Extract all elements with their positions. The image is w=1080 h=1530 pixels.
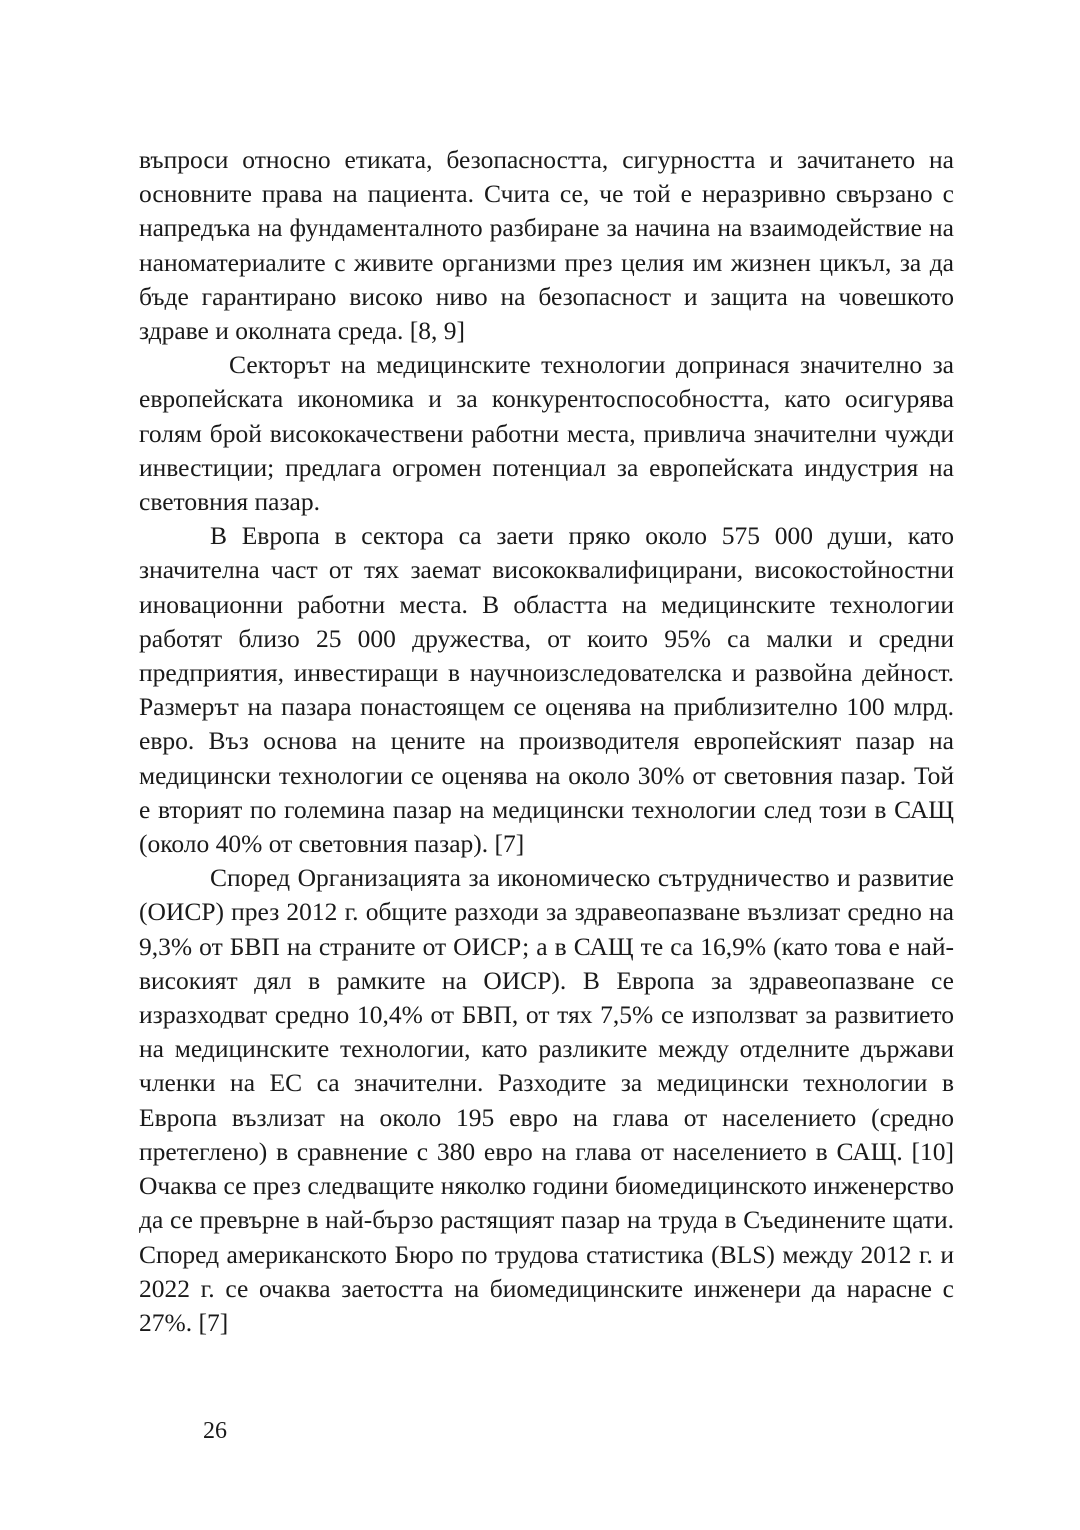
paragraph-3: В Европа в сектора са заети пряко около 575 000 души, като значителна част от тях заемат висококвалифицирани, високостойностни иновационни работни места. В областта на медицинските технологии работят близо 25 000 дружества, от които 95% са малки и средни предприятия, инвестиращи в научноизследователска и развойна дейност. Размерът на пазара понастоящем се оценява на приблизително 100 млрд. евро. Въз основа на цените на производителя европейският пазар на медицински технологии се оценява на около 30% от световния пазар. Той е вторият по големина пазар на медицински технологии след този в САЩ (около 40% от световния пазар). [7] <box>139 521 954 859</box>
page-number: 26 <box>203 1418 227 1444</box>
paragraph-1: въпроси относно етиката, безопасността, сигурността и зачитането на основните права на пациента. Счита се, че той е неразривно свързано с напредъка на фундаменталното разбиране за начина на взаимодействие на наноматериалите с живите организми през целия им жизнен цикъл, за да бъде гарантирано високо ниво на безопасност и защита на човешкото здраве и околната среда. [8, 9] <box>139 145 954 346</box>
paragraph-2: Секторът на медицинските технологии допринася значително за европейската икономика и за конкурентоспособността, като осигурява голям брой висококачествени работни места, привлича значителни чужди инвестиции; предлага огромен потенциал за европейската индустрия на световния пазар. <box>139 350 954 517</box>
body-text <box>139 143 954 1340</box>
paragraph-4: Според Организацията за икономическо сътрудничество и развитие (ОИСР) през 2012 г. общите разходи за здравеопазване възлизат средно на 9,3% от БВП на страните от ОИСР; а в САЩ те са 16,9% (като това е най-високият дял в рамките на ОИСР). В Европа за здравеопазване се изразходват средно 10,4% от БВП, от тях 7,5% се използват за развитието на медицинските технологии, като разликите между отделните държави членки на ЕС са значителни. Разходите за медицински технологии в Европа възлизат на около 195 евро на глава от населението (средно претеглено) в сравнение с 380 евро на глава от населението в САЩ. [10] Очаква се през следващите няколко години биомедицинското инженерство да се превърне в най-бързо растящият пазар на труда в Съединените щати. Според американското Бюро по трудова статистика (BLS) между 2012 г. и 2022 г. се очаква заетостта на биомедицинските инженери да нарасне с 27%. [7] <box>139 863 954 1337</box>
